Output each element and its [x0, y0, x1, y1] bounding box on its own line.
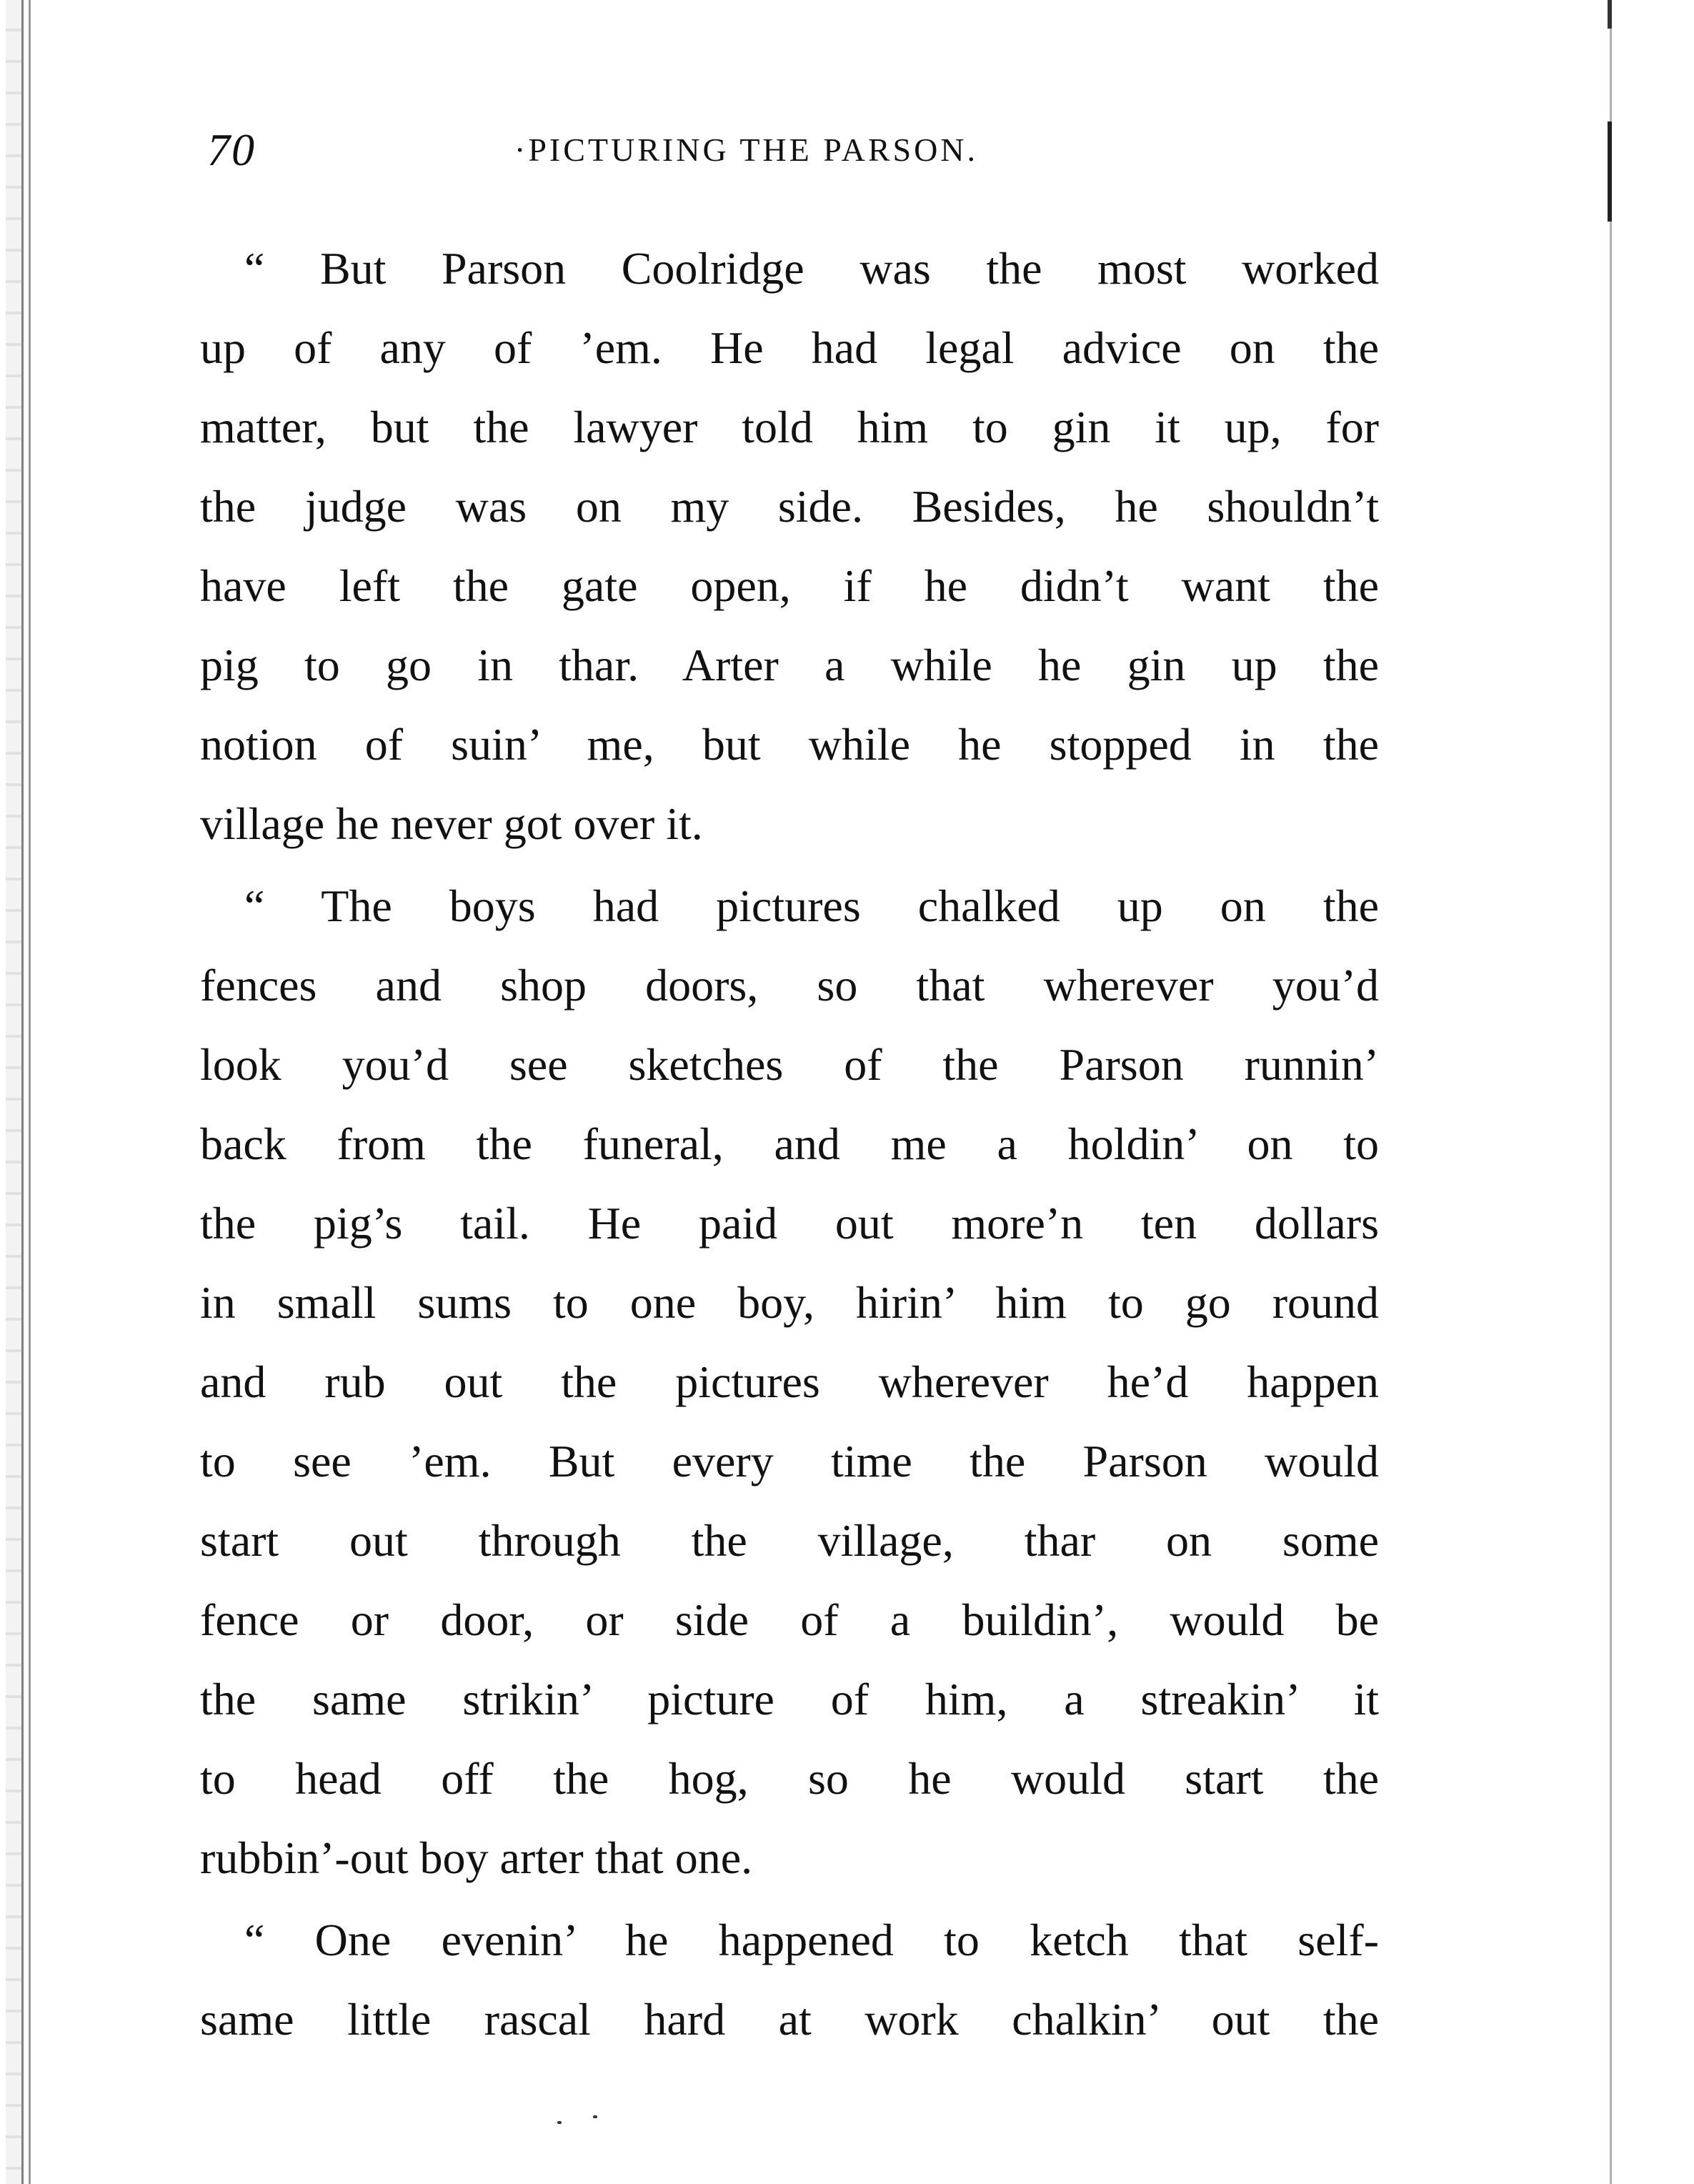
- paragraph: [200, 1900, 1379, 2059]
- text-line: start out through the village, thar on some: [200, 1515, 1379, 1566]
- text-line: pig to go in thar. Arter a while he gin up the: [200, 640, 1379, 690]
- text-line: and rub out the pictures wherever he’d happen: [200, 1356, 1379, 1407]
- scan-specks: [557, 2115, 614, 2130]
- text-line: to head off the hog, so he would start the: [200, 1753, 1379, 1804]
- text-line: same little rascal hard at work chalkin’ out the: [200, 1994, 1379, 2045]
- text-line: up of any of ’em. He had legal advice on the: [200, 322, 1379, 373]
- scan-mark-right: [1608, 121, 1612, 222]
- speck: [593, 2115, 597, 2118]
- text-line: back from the funeral, and me a holdin’ on to: [200, 1118, 1379, 1169]
- text-line: the same strikin’ picture of him, a streakin’ it: [200, 1674, 1379, 1724]
- speck: [557, 2121, 562, 2124]
- text-line: rubbin’-out boy arter that one.: [200, 1832, 753, 1883]
- page-header: [207, 121, 1379, 179]
- binding-line-left: [29, 0, 31, 2184]
- text-line: look you’d see sketches of the Parson runnin’: [200, 1039, 1379, 1090]
- text-line: “ But Parson Coolridge was the most worked: [244, 243, 1379, 294]
- text-line: fence or door, or side of a buildin’, would be: [200, 1594, 1379, 1645]
- paragraph: [200, 229, 1379, 863]
- text-line: notion of suin’ me, but while he stopped in the: [200, 719, 1379, 770]
- text-line: the judge was on my side. Besides, he shouldn’t: [200, 481, 1379, 532]
- text-line: the pig’s tail. He paid out more’n ten dollars: [200, 1198, 1379, 1249]
- text-line: to see ’em. But every time the Parson would: [200, 1436, 1379, 1486]
- paragraph: [200, 866, 1379, 1897]
- text-line: fences and shop doors, so that wherever you’d: [200, 960, 1379, 1011]
- scan-mark-right-top: [1608, 0, 1612, 29]
- page-number: 70: [207, 124, 256, 175]
- text-line: in small sums to one boy, hirin’ him to go round: [200, 1277, 1379, 1328]
- body-text: [200, 229, 1379, 2059]
- page-edge-right: [1610, 0, 1612, 2184]
- text-line: matter, but the lawyer told him to gin it up, for: [200, 402, 1379, 452]
- text-line: have left the gate open, if he didn’t want the: [200, 560, 1379, 611]
- running-head: ·PICTURING THE PARSON.: [514, 131, 979, 168]
- text-line: village he never got over it.: [200, 798, 703, 849]
- binding-edge-left: [6, 0, 24, 2184]
- text-line: “ One evenin’ he happened to ketch that self-: [244, 1915, 1379, 1965]
- text-line: “ The boys had pictures chalked up on the: [244, 880, 1379, 931]
